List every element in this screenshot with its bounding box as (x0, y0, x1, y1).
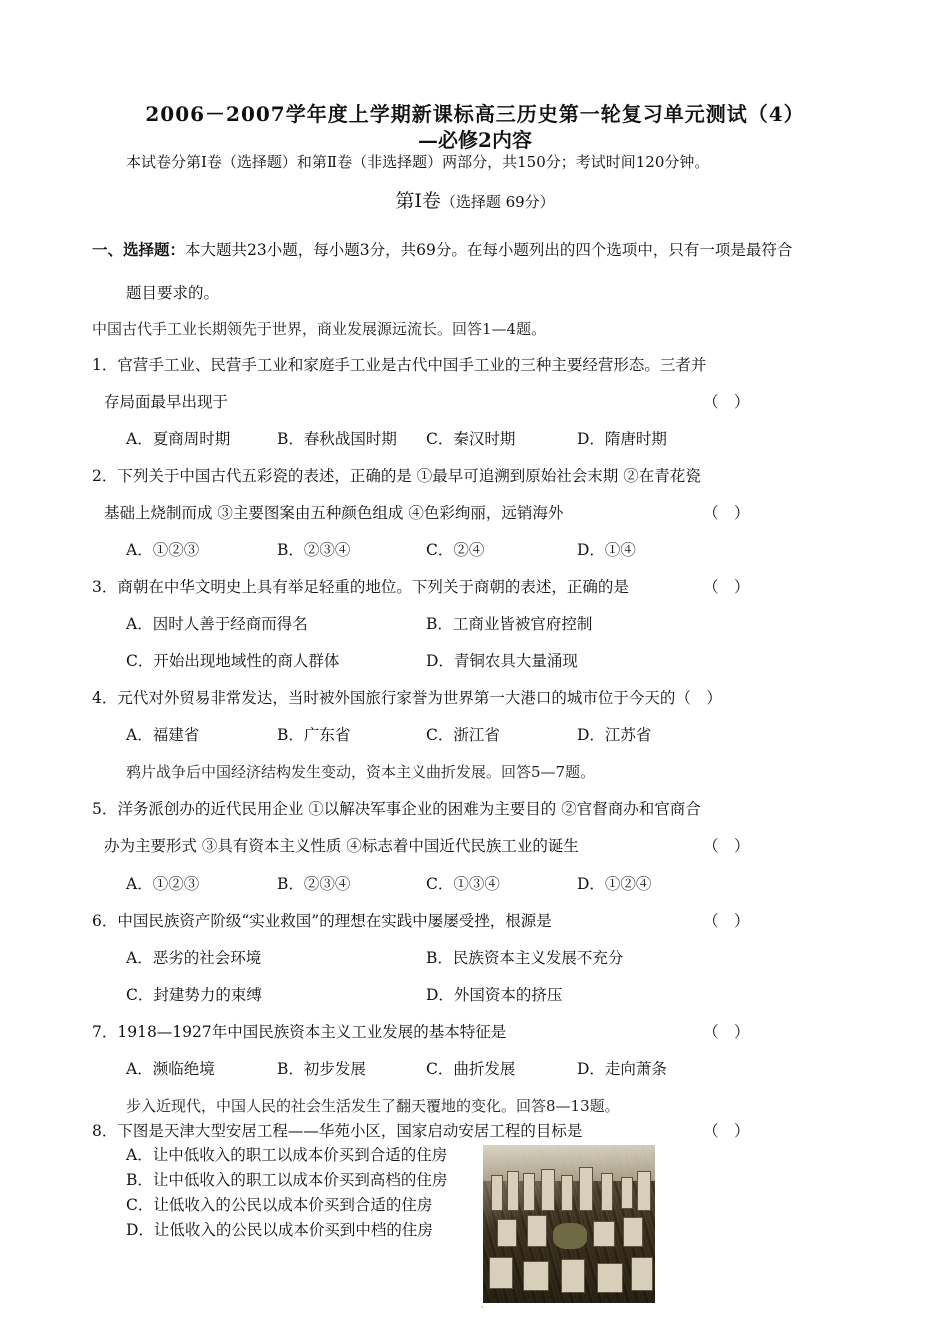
photo-building (579, 1167, 593, 1211)
instructions-line-1: 本大题共23小题，每小题3分，共69分。在每小题列出的四个选项中，只有一项是最符合 (185, 241, 793, 259)
q4-option-c[interactable]: C．浙江省 (426, 726, 500, 744)
group-intro-2: 鸦片战争后中国经济结构发生变动，资本主义曲折发展。回答5—7题。 (126, 763, 596, 781)
group-intro-1: 中国古代手工业长期领先于世界，商业发展源远流长。回答1—4题。 (92, 320, 547, 338)
q8-option-d[interactable]: D．让低收入的公民以成本价买到中档的住房 (126, 1221, 433, 1239)
answer-blank-3[interactable]: （ ） (703, 578, 750, 596)
q3-option-a[interactable]: A．因时人善于经商而得名 (126, 615, 308, 633)
photo-building (623, 1217, 643, 1247)
volume-subtitle: （选择题 69分） (440, 193, 555, 211)
photo-building (541, 1169, 555, 1211)
question-1-line-1: 1．官营手工业、民营手工业和家庭手工业是古代中国手工业的三种主要经营形态。三者并 (92, 356, 707, 374)
question-7: 7．1918—1927年中国民族资本主义工业发展的基本特征是 (92, 1023, 507, 1041)
photo-building (597, 1263, 623, 1293)
q5-option-c[interactable]: C．①③④ (426, 875, 500, 893)
photo-building (637, 1171, 651, 1211)
question-2-line-2: 基础上烧制而成 ③主要图案由五种颜色组成 ④色彩绚丽，远销海外 (104, 504, 564, 522)
answer-blank-8[interactable]: （ ） (703, 1122, 750, 1140)
answer-blank-1[interactable]: （ ） (703, 393, 750, 411)
document-title: 2006－2007学年度上学期新课标高三历史第一轮复习单元测试（4） (145, 102, 805, 126)
question-1-line-2: 存局面最早出现于 (104, 393, 229, 411)
q8-option-b[interactable]: B．让中低收入的职工以成本价买到高档的住房 (126, 1171, 448, 1189)
photo-building (523, 1173, 535, 1211)
q6-option-c[interactable]: C．封建势力的束缚 (126, 986, 262, 1004)
q7-option-c[interactable]: C．曲折发展 (426, 1060, 516, 1078)
question-3: 3．商朝在中华文明史上具有举足轻重的地位。下列关于商朝的表述，正确的是 (92, 578, 629, 596)
question-6: 6．中国民族资产阶级“实业救国”的理想在实践中屡屡受挫，根源是 (92, 912, 552, 930)
volume-label: 第Ⅰ卷 (395, 190, 441, 212)
question-4: 4．元代对外贸易非常发达，当时被外国旅行家誉为世界第一大港口的城市位于今天的（ ） (92, 689, 722, 707)
q1-option-b[interactable]: B．春秋战国时期 (277, 430, 397, 448)
q2-option-d[interactable]: D．①④ (577, 541, 636, 559)
q5-option-b[interactable]: B．②③④ (277, 875, 351, 893)
q1-option-d[interactable]: D．隋唐时期 (577, 430, 667, 448)
q2-option-c[interactable]: C．②④ (426, 541, 485, 559)
photo-caption-mark: · (481, 1303, 484, 1312)
q7-option-b[interactable]: B．初步发展 (277, 1060, 366, 1078)
q7-option-a[interactable]: A．濒临绝境 (126, 1060, 215, 1078)
q4-option-b[interactable]: B．广东省 (277, 726, 351, 744)
photo-park (553, 1223, 587, 1249)
q3-option-d[interactable]: D．青铜农具大量涌现 (426, 652, 578, 670)
photo-building (631, 1257, 653, 1291)
photo-building (507, 1171, 519, 1211)
q2-option-a[interactable]: A．①②③ (126, 541, 200, 559)
q5-option-d[interactable]: D．①②④ (577, 875, 652, 893)
answer-blank-2[interactable]: （ ） (703, 504, 750, 522)
q6-option-a[interactable]: A．恶劣的社会环境 (126, 949, 262, 967)
exam-intro: 本试卷分第Ⅰ卷（选择题）和第Ⅱ卷（非选择题）两部分，共150分；考试时间120分钟。 (126, 153, 710, 171)
q5-option-a[interactable]: A．①②③ (126, 875, 200, 893)
photo-building (593, 1221, 615, 1247)
residential-area-photo (483, 1145, 655, 1303)
photo-building (561, 1259, 585, 1293)
photo-building (621, 1177, 633, 1209)
question-5-line-2: 办为主要形式 ③具有资本主义性质 ④标志着中国近代民族工业的诞生 (104, 837, 579, 855)
q7-option-d[interactable]: D．走向萧条 (577, 1060, 667, 1078)
group-intro-3: 步入近现代，中国人民的社会生活发生了翻天覆地的变化。回答8—13题。 (126, 1097, 620, 1115)
section-instructions (92, 238, 792, 260)
q6-option-d[interactable]: D．外国资本的挤压 (426, 986, 563, 1004)
q1-option-a[interactable]: A．夏商周时期 (126, 430, 231, 448)
q8-option-c[interactable]: C．让低收入的公民以成本价买到合适的住房 (126, 1196, 433, 1214)
photo-building (491, 1175, 503, 1211)
photo-building (489, 1257, 513, 1289)
document-subtitle: —必修2内容 (418, 128, 532, 152)
q4-option-a[interactable]: A．福建省 (126, 726, 200, 744)
q2-option-b[interactable]: B．②③④ (277, 541, 351, 559)
photo-building (523, 1261, 549, 1291)
section-heading: 一、选择题： (92, 240, 186, 259)
q3-option-b[interactable]: B．工商业皆被官府控制 (426, 615, 593, 633)
answer-blank-5[interactable]: （ ） (703, 837, 750, 855)
answer-blank-6[interactable]: （ ） (703, 912, 750, 930)
instructions-line-2: 题目要求的。 (126, 284, 220, 302)
photo-building (561, 1175, 573, 1211)
q4-option-d[interactable]: D．江苏省 (577, 726, 652, 744)
question-2-line-1: 2．下列关于中国古代五彩瓷的表述，正确的是 ①最早可追溯到原始社会末期 ②在青花瓷 (92, 467, 701, 485)
photo-building (497, 1219, 517, 1247)
q1-option-c[interactable]: C．秦汉时期 (426, 430, 516, 448)
q3-option-c[interactable]: C．开始出现地域性的商人群体 (126, 652, 340, 670)
q6-option-b[interactable]: B．民族资本主义发展不充分 (426, 949, 624, 967)
photo-building (601, 1173, 613, 1211)
question-8: 8．下图是天津大型安居工程——华苑小区，国家启动安居工程的目标是 (92, 1122, 583, 1140)
photo-building (527, 1215, 547, 1247)
volume-title (0, 186, 950, 213)
answer-blank-7[interactable]: （ ） (703, 1023, 750, 1041)
question-5-line-1: 5．洋务派创办的近代民用企业 ①以解决军事企业的困难为主要目的 ②官督商办和官商合 (92, 800, 701, 818)
q8-option-a[interactable]: A．让中低收入的职工以成本价买到合适的住房 (126, 1146, 448, 1164)
